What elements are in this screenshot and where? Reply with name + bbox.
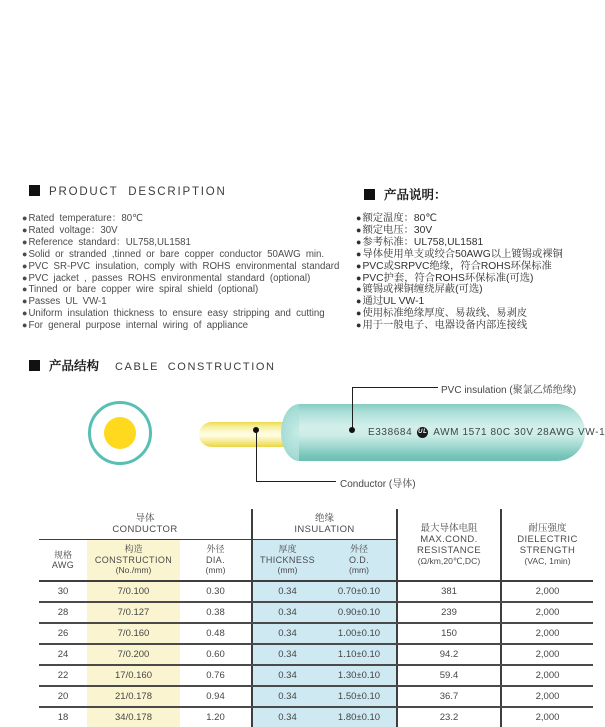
table-cell: 2,000: [501, 644, 593, 665]
table-cell: 0.94: [180, 686, 252, 707]
table-cell: 34/0.178: [87, 707, 180, 727]
table-cell: 1.80±0.10: [322, 707, 397, 727]
table-row: [39, 644, 593, 665]
table-cell: 0.34: [252, 623, 322, 644]
od-column-header: 外径 O.D. (mm): [322, 540, 397, 582]
bullet-list-item: ● 导体使用单支或绞合50AWG以上镀锡或裸铜: [356, 249, 602, 261]
cable-construction-heading: [29, 356, 276, 375]
dia-column-header: 外径 DIA. (mm): [180, 540, 252, 582]
table-cell: 28: [39, 602, 87, 623]
table-cell: 0.34: [252, 602, 322, 623]
section-square-icon: [29, 360, 40, 371]
table-cell: 1.50±0.10: [322, 686, 397, 707]
bullet-list-item: ● PVC SR-PVC insulation, comply with ROHS environmental standard: [22, 261, 360, 273]
bullet-list-item: ● 参考标准：UL758,UL1581: [356, 237, 602, 249]
table-cell: 1.00±0.10: [322, 623, 397, 644]
bullet-list-item: ● Reference standard：UL758,UL1581: [22, 237, 360, 249]
bullet-list-item: ● 额定电压：30V: [356, 225, 602, 237]
table-row: [39, 602, 593, 623]
table-cell: 239: [397, 602, 501, 623]
table-cell: 381: [397, 581, 501, 602]
table-cell: 150: [397, 623, 501, 644]
table-cell: 0.60: [180, 644, 252, 665]
construction-column-header: 构造 CONSTRUCTION (No./mm): [87, 540, 180, 582]
print-prefix: E338684: [368, 427, 413, 438]
table-cell: 2,000: [501, 707, 593, 727]
table-cell: 17/0.160: [87, 665, 180, 686]
print-suffix: AWM 1571 80C 30V 28AWG VW-1: [433, 427, 605, 438]
resistance-column-header: 最大导体电阻 MAX.COND. RESISTANCE (Ω/km,20℃,DC): [397, 509, 501, 581]
table-cell: 0.34: [252, 581, 322, 602]
description-list-en: [22, 213, 360, 332]
table-cell: 0.48: [180, 623, 252, 644]
table-cell: 1.30±0.10: [322, 665, 397, 686]
table-cell: 18: [57, 712, 69, 723]
bullet-list-item: ● 镀锡或裸铜缠绕屏蔽(可选): [356, 284, 602, 296]
leader-line: [352, 387, 438, 388]
product-notes-title: 产品说明：: [384, 188, 447, 202]
bullet-list-item: ● Passes UL VW-1: [22, 296, 360, 308]
bullet-list-item: ● PVC或SRPVC绝缘，符合ROHS环保标准: [356, 261, 602, 273]
table-cell: 7/0.160: [87, 623, 180, 644]
table-cell: 0.34: [252, 644, 322, 665]
table-cell: 0.30: [180, 581, 252, 602]
table-cell: 2,000: [501, 602, 593, 623]
insulation-label: PVC insulation (聚氯乙烯绝缘): [441, 385, 577, 396]
table-cell: 59.4: [397, 665, 501, 686]
description-list-zh: [356, 213, 602, 332]
cable-print-text: [368, 427, 605, 438]
table-row: [39, 665, 593, 686]
bullet-list-item: ● 额定温度：80℃: [356, 213, 602, 225]
table-cell: 7/0.127: [87, 602, 180, 623]
section-square-icon: [364, 189, 375, 200]
construction-title-en: CABLE CONSTRUCTION: [115, 361, 276, 373]
table-cell: 2,000: [501, 665, 593, 686]
table-row: [39, 581, 593, 602]
leader-line: [256, 432, 257, 482]
bullet-list-item: ● PVC护套，符合ROHS环保标准(可选): [356, 273, 602, 285]
conductor-label: Conductor (导体): [340, 479, 416, 490]
table-cell: 2,000: [501, 686, 593, 707]
construction-title-zh: 产品结构: [49, 359, 100, 373]
dielectric-column-header: 耐压强度 DIELECTRIC STRENGTH (VAC, 1min): [501, 509, 593, 581]
table-cell: 23.2: [397, 707, 501, 727]
table-row: [39, 707, 593, 727]
table-cell: 20: [39, 686, 87, 707]
table-cell: 26: [39, 623, 87, 644]
bullet-list-item: ● PVC jacket , passes ROHS environmental standard (optional): [22, 273, 360, 285]
table-cell: 2,000: [501, 623, 593, 644]
table-cell: 1.10±0.10: [322, 644, 397, 665]
product-notes-heading: [364, 185, 447, 203]
table-cell: 0.34: [252, 707, 322, 727]
conductor-group-header: 导体 CONDUCTOR: [39, 509, 252, 540]
product-description-title: PRODUCT DESCRIPTION: [49, 186, 227, 198]
table-cell: 0.76: [180, 665, 252, 686]
table-cell: 0.34: [252, 686, 322, 707]
bullet-list-item: ● Rated voltage：30V: [22, 225, 360, 237]
cross-section-conductor-core: [104, 417, 136, 449]
bullet-list-item: ● 使用标准绝缘厚度、易裁线、易剥皮: [356, 308, 602, 320]
spec-table: [39, 509, 593, 727]
table-cell: 21/0.178: [87, 686, 180, 707]
leader-line: [352, 387, 353, 431]
insulation-group-header: 绝缘 INSULATION: [252, 509, 397, 540]
table-cell: 94.2: [397, 644, 501, 665]
bullet-list-item: ● Tinned or bare copper wire spiral shield (optional): [22, 284, 360, 296]
bullet-list-item: ● Solid or stranded ,tinned or bare copper conductor 50AWG min.: [22, 249, 360, 261]
table-cell: 22: [39, 665, 87, 686]
section-square-icon: [29, 185, 40, 196]
table-cell: 0.70±0.10: [322, 581, 397, 602]
awg-column-header: 规格 AWG: [39, 540, 87, 582]
bullet-list-item: ● For general purpose internal wiring of appliance: [22, 320, 360, 332]
leader-line: [256, 481, 336, 482]
bullet-list-item: ● 通过UL VW-1: [356, 296, 602, 308]
bullet-list-item: ● 用于一般电子、电器设备内部连接线: [356, 320, 602, 332]
table-cell: 36.7: [397, 686, 501, 707]
table-cell: 2,000: [501, 581, 593, 602]
table-cell: 30: [39, 581, 87, 602]
leader-dot: [349, 427, 355, 433]
table-row: [39, 686, 593, 707]
bullet-list-item: ● Uniform insulation thickness to ensure easy stripping and cutting: [22, 308, 360, 320]
table-cell: 0.38: [180, 602, 252, 623]
group-header-row: [39, 509, 593, 540]
thickness-column-header: 厚度 THICKNESS (mm): [252, 540, 322, 582]
ul-mark-icon: UL: [417, 427, 428, 438]
product-description-heading: [29, 185, 227, 198]
table-cell: 7/0.200: [87, 644, 180, 665]
table-cell: 0.90±0.10: [322, 602, 397, 623]
bullet-list-item: ● Rated temperature：80℃: [22, 213, 360, 225]
table-cell: 7/0.100: [87, 581, 180, 602]
table-cell: 24: [39, 644, 87, 665]
table-row: [39, 623, 593, 644]
table-cell: 1.20: [206, 712, 225, 723]
table-cell: 0.34: [252, 665, 322, 686]
